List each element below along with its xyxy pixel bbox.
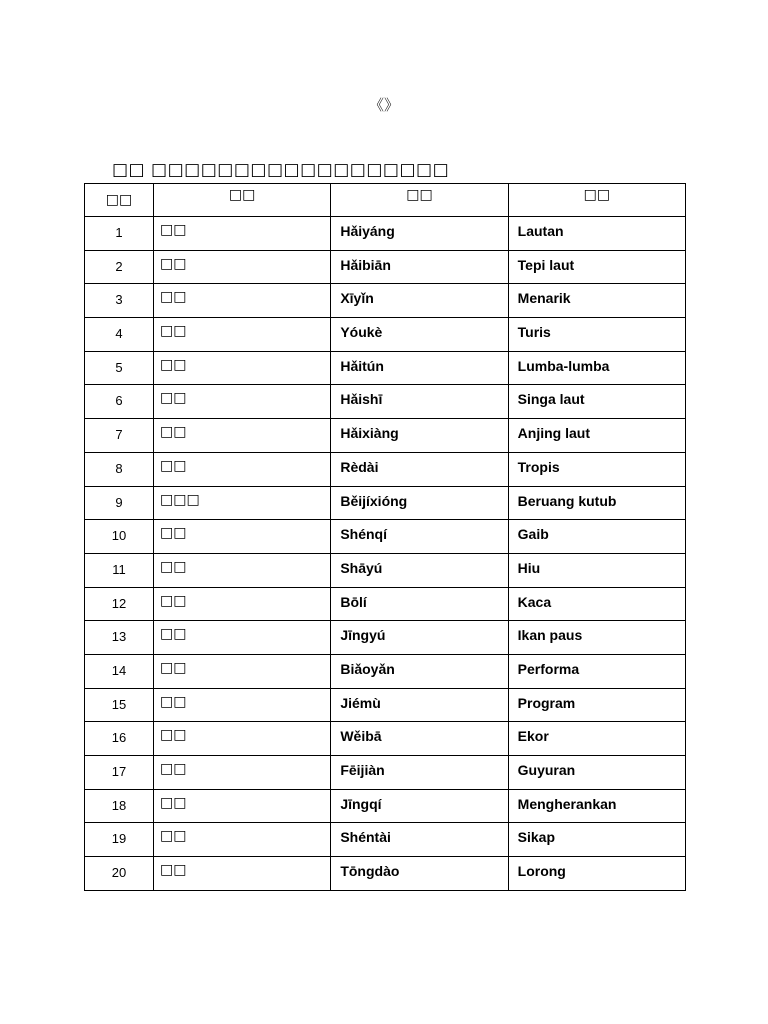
row-indonesian: Singa laut bbox=[508, 385, 685, 419]
row-pinyin: Jīngqí bbox=[331, 789, 508, 823]
row-indonesian: Kaca bbox=[508, 587, 685, 621]
row-hanzi: □□ bbox=[154, 789, 331, 823]
row-indonesian: Mengherankan bbox=[508, 789, 685, 823]
document-title: 《》 bbox=[368, 96, 399, 114]
row-indonesian: Beruang kutub bbox=[508, 486, 685, 520]
row-indonesian: Lumba-lumba bbox=[508, 351, 685, 385]
row-hanzi: □□ bbox=[154, 385, 331, 419]
row-number: 5 bbox=[85, 351, 154, 385]
row-pinyin: Rèdài bbox=[331, 452, 508, 486]
row-indonesian: Tropis bbox=[508, 452, 685, 486]
row-number: 1 bbox=[85, 217, 154, 251]
row-hanzi: □□ bbox=[154, 318, 331, 352]
row-number: 3 bbox=[85, 284, 154, 318]
row-hanzi: □□ bbox=[154, 553, 331, 587]
row-pinyin: Hǎibiān bbox=[331, 250, 508, 284]
table-header-row bbox=[85, 184, 686, 217]
table-row bbox=[85, 284, 686, 318]
row-number: 17 bbox=[85, 756, 154, 790]
row-indonesian: Menarik bbox=[508, 284, 685, 318]
row-hanzi: □□□ bbox=[154, 486, 331, 520]
row-hanzi: □□ bbox=[154, 654, 331, 688]
row-number: 6 bbox=[85, 385, 154, 419]
table-row bbox=[85, 587, 686, 621]
row-hanzi: □□ bbox=[154, 520, 331, 554]
row-hanzi: □□ bbox=[154, 217, 331, 251]
table-row bbox=[85, 419, 686, 453]
table-body bbox=[85, 217, 686, 891]
row-pinyin: Hǎiyáng bbox=[331, 217, 508, 251]
row-number: 16 bbox=[85, 722, 154, 756]
row-pinyin: Běijíxióng bbox=[331, 486, 508, 520]
row-indonesian: Guyuran bbox=[508, 756, 685, 790]
row-indonesian: Gaib bbox=[508, 520, 685, 554]
row-number: 7 bbox=[85, 419, 154, 453]
row-number: 14 bbox=[85, 654, 154, 688]
table-row bbox=[85, 520, 686, 554]
row-indonesian: Lorong bbox=[508, 857, 685, 891]
row-pinyin: Wěibā bbox=[331, 722, 508, 756]
table-row bbox=[85, 351, 686, 385]
table-row bbox=[85, 217, 686, 251]
vocabulary-table bbox=[84, 183, 686, 891]
row-pinyin: Jīngyú bbox=[331, 621, 508, 655]
row-number: 20 bbox=[85, 857, 154, 891]
table-row bbox=[85, 654, 686, 688]
row-hanzi: □□ bbox=[154, 722, 331, 756]
row-number: 8 bbox=[85, 452, 154, 486]
row-hanzi: □□ bbox=[154, 452, 331, 486]
row-indonesian: Sikap bbox=[508, 823, 685, 857]
table-row bbox=[85, 318, 686, 352]
row-hanzi: □□ bbox=[154, 823, 331, 857]
row-hanzi: □□ bbox=[154, 351, 331, 385]
row-pinyin: Fēijiàn bbox=[331, 756, 508, 790]
row-number: 2 bbox=[85, 250, 154, 284]
row-number: 12 bbox=[85, 587, 154, 621]
row-pinyin: Shéntài bbox=[331, 823, 508, 857]
row-hanzi: □□ bbox=[154, 284, 331, 318]
row-pinyin: Bōlí bbox=[331, 587, 508, 621]
row-indonesian: Anjing laut bbox=[508, 419, 685, 453]
row-hanzi: □□ bbox=[154, 688, 331, 722]
section-heading: □□ □□□□□□□□□□□□□□□□□□ bbox=[112, 160, 450, 180]
row-number: 10 bbox=[85, 520, 154, 554]
row-pinyin: Hǎishī bbox=[331, 385, 508, 419]
table-row bbox=[85, 385, 686, 419]
table-row bbox=[85, 250, 686, 284]
row-pinyin: Biǎoyǎn bbox=[331, 654, 508, 688]
row-number: 13 bbox=[85, 621, 154, 655]
row-indonesian: Performa bbox=[508, 654, 685, 688]
row-pinyin: Hǎixiàng bbox=[331, 419, 508, 453]
row-indonesian: Ekor bbox=[508, 722, 685, 756]
row-pinyin: Shénqí bbox=[331, 520, 508, 554]
header-meaning: □□ bbox=[508, 184, 685, 217]
header-hanzi: □□ bbox=[154, 184, 331, 217]
row-number: 9 bbox=[85, 486, 154, 520]
row-pinyin: Xīyǐn bbox=[331, 284, 508, 318]
row-indonesian: Tepi laut bbox=[508, 250, 685, 284]
row-number: 15 bbox=[85, 688, 154, 722]
table-row bbox=[85, 553, 686, 587]
table-row bbox=[85, 688, 686, 722]
row-indonesian: Lautan bbox=[508, 217, 685, 251]
table-row bbox=[85, 789, 686, 823]
table-row bbox=[85, 621, 686, 655]
table-row bbox=[85, 486, 686, 520]
row-pinyin: Hǎitún bbox=[331, 351, 508, 385]
row-hanzi: □□ bbox=[154, 587, 331, 621]
row-pinyin: Jiémù bbox=[331, 688, 508, 722]
row-hanzi: □□ bbox=[154, 857, 331, 891]
header-pinyin: □□ bbox=[331, 184, 508, 217]
row-number: 19 bbox=[85, 823, 154, 857]
row-number: 18 bbox=[85, 789, 154, 823]
table-row bbox=[85, 722, 686, 756]
row-hanzi: □□ bbox=[154, 621, 331, 655]
row-pinyin: Shāyú bbox=[331, 553, 508, 587]
table-row bbox=[85, 452, 686, 486]
row-number: 4 bbox=[85, 318, 154, 352]
row-pinyin: Yóukè bbox=[331, 318, 508, 352]
table-row bbox=[85, 756, 686, 790]
table-row bbox=[85, 823, 686, 857]
row-indonesian: Ikan paus bbox=[508, 621, 685, 655]
row-hanzi: □□ bbox=[154, 756, 331, 790]
row-hanzi: □□ bbox=[154, 250, 331, 284]
row-indonesian: Turis bbox=[508, 318, 685, 352]
row-indonesian: Program bbox=[508, 688, 685, 722]
row-indonesian: Hiu bbox=[508, 553, 685, 587]
row-number: 11 bbox=[85, 553, 154, 587]
header-number: □□ bbox=[85, 184, 154, 217]
row-hanzi: □□ bbox=[154, 419, 331, 453]
row-pinyin: Tōngdào bbox=[331, 857, 508, 891]
table-row bbox=[85, 857, 686, 891]
